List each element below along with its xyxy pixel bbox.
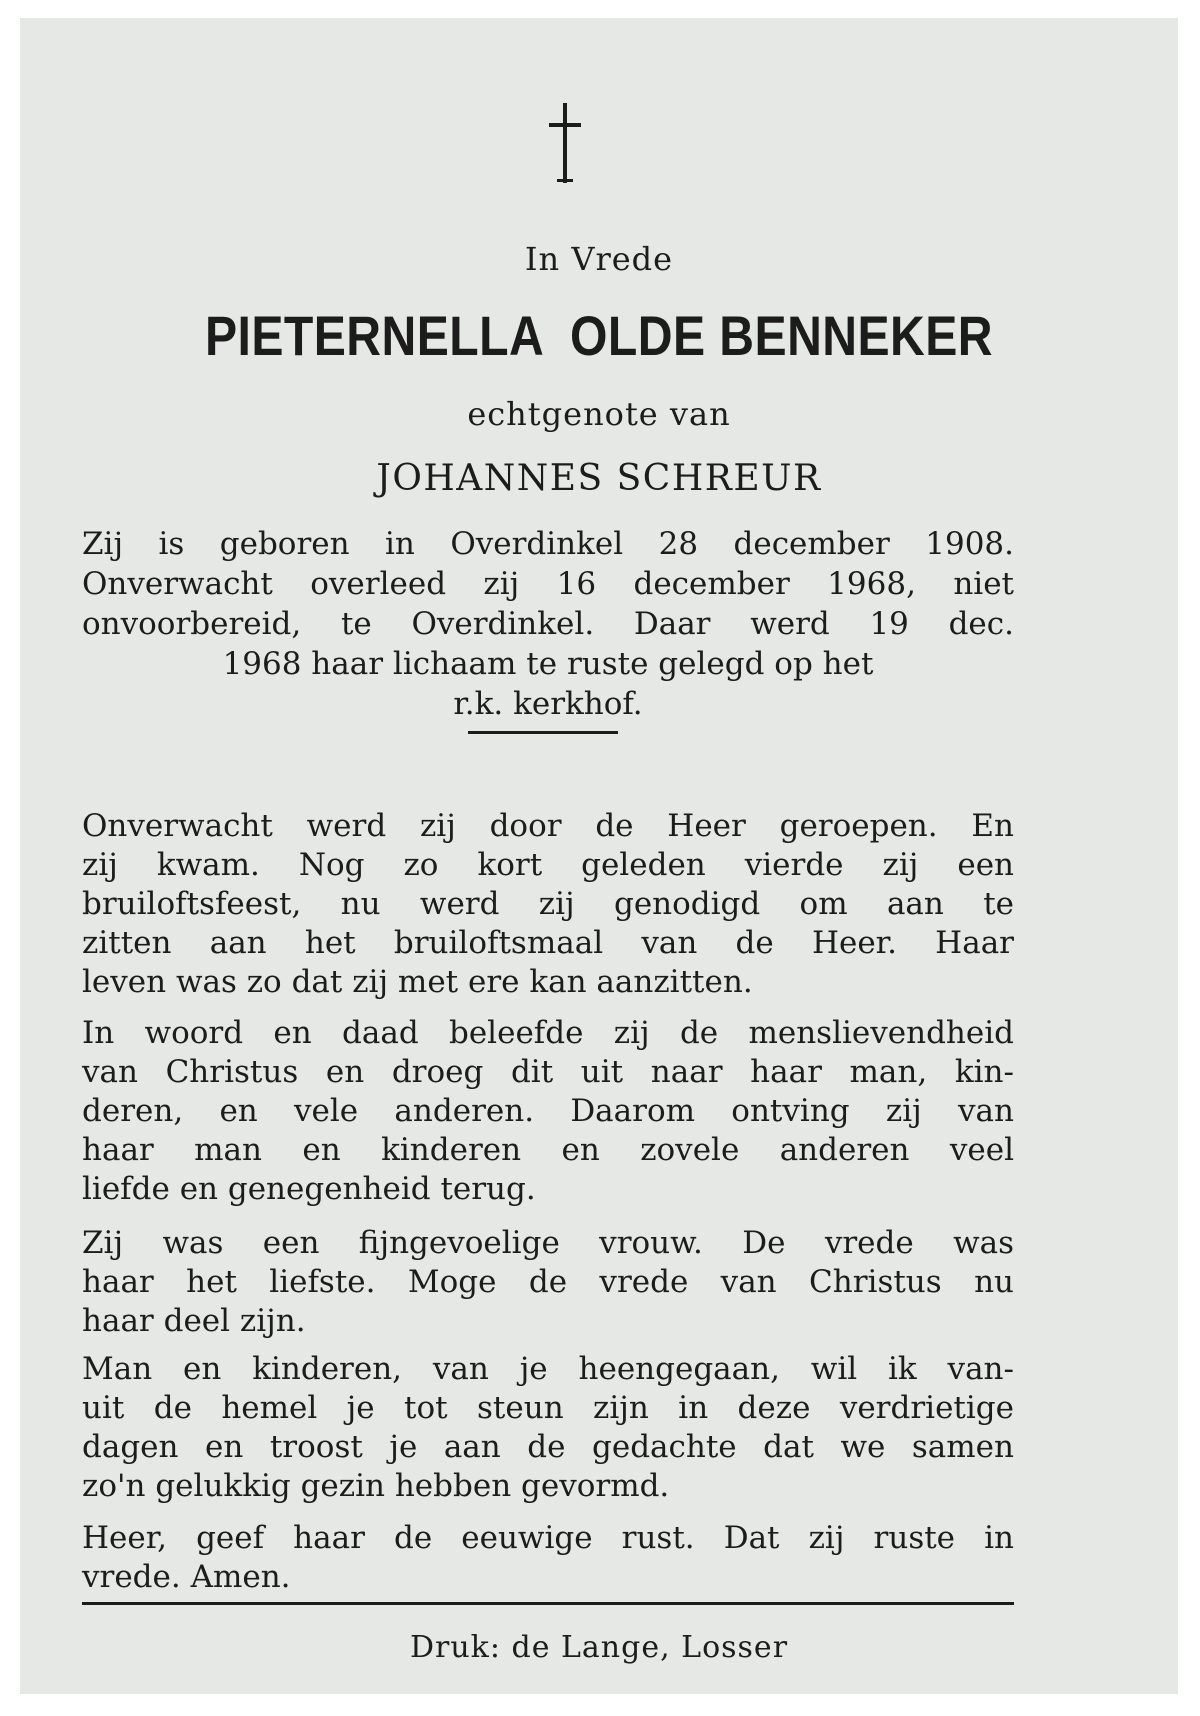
text-line: leven was zo dat zij met ere kan aanzitten. [82, 964, 753, 1000]
biography [82, 524, 1014, 724]
bio-line: Onverwacht overleed zij 16 december 1968, niet [82, 566, 1014, 602]
text-line: Zij was een fijngevoelige vrouw. De vrede was [82, 1225, 1014, 1261]
text-line: Heer, geef haar de eeuwige rust. Dat zij ruste in [82, 1520, 1014, 1556]
text-line: liefde en genegenheid terug. [82, 1171, 536, 1207]
text-line: uit de hemel je tot steun zijn in deze verdrietige [82, 1390, 1014, 1426]
deceased-name: PIETERNELLA OLDE BENNEKER [204, 304, 994, 367]
text-line: zitten aan het bruiloftsmaal van de Heer. Haar [82, 925, 1014, 961]
paragraph-4 [82, 1350, 1014, 1506]
text-line: deren, en vele anderen. Daarom ontving zij van [82, 1093, 1014, 1129]
bio-line: r.k. kerkhof. [453, 686, 643, 722]
text-line: van Christus en droeg dit uit naar haar man, kin- [82, 1054, 1014, 1090]
bio-line: onvoorbereid, te Overdinkel. Daar werd 19 dec. [82, 606, 1014, 642]
text-line: haar het liefste. Moge de vrede van Christus nu [82, 1264, 1014, 1300]
printer-credit: Druk: de Lange, Losser [409, 1630, 789, 1665]
cross-icon [545, 103, 585, 183]
text-line: vrede. Amen. [82, 1559, 291, 1595]
heading-in-vrede: In Vrede [524, 240, 674, 278]
text-line: zij kwam. Nog zo kort geleden vierde zij een [82, 847, 1014, 883]
paragraph-2 [82, 1014, 1014, 1209]
text-line: Onverwacht werd zij door de Heer geroepen. En [82, 808, 1014, 844]
short-divider [468, 731, 618, 734]
text-line: dagen en troost je aan de gedachte dat we samen [82, 1429, 1014, 1465]
bio-line: Zij is geboren in Overdinkel 28 december 1908. [82, 526, 1014, 562]
text-line: In woord en daad beleefde zij de menslievendheid [82, 1015, 1014, 1051]
spouse-label: echtgenote van [467, 395, 731, 433]
bio-line: 1968 haar lichaam te ruste gelegd op het [222, 646, 874, 682]
long-divider [82, 1602, 1014, 1605]
text-line: zo'n gelukkig gezin hebben gevormd. [82, 1468, 670, 1504]
text-line: Man en kinderen, van je heengegaan, wil ik van- [82, 1351, 1014, 1387]
paragraph-3 [82, 1224, 1014, 1341]
memorial-card [20, 18, 1178, 1694]
paragraph-5 [82, 1519, 1014, 1597]
text-line: haar man en kinderen en zovele anderen veel [82, 1132, 1014, 1168]
text-line: bruiloftsfeest, nu werd zij genodigd om aan te [82, 886, 1014, 922]
spouse-name: JOHANNES SCHREUR [376, 458, 822, 499]
paragraph-1 [82, 807, 1014, 1002]
text-line: haar deel zijn. [82, 1303, 306, 1339]
